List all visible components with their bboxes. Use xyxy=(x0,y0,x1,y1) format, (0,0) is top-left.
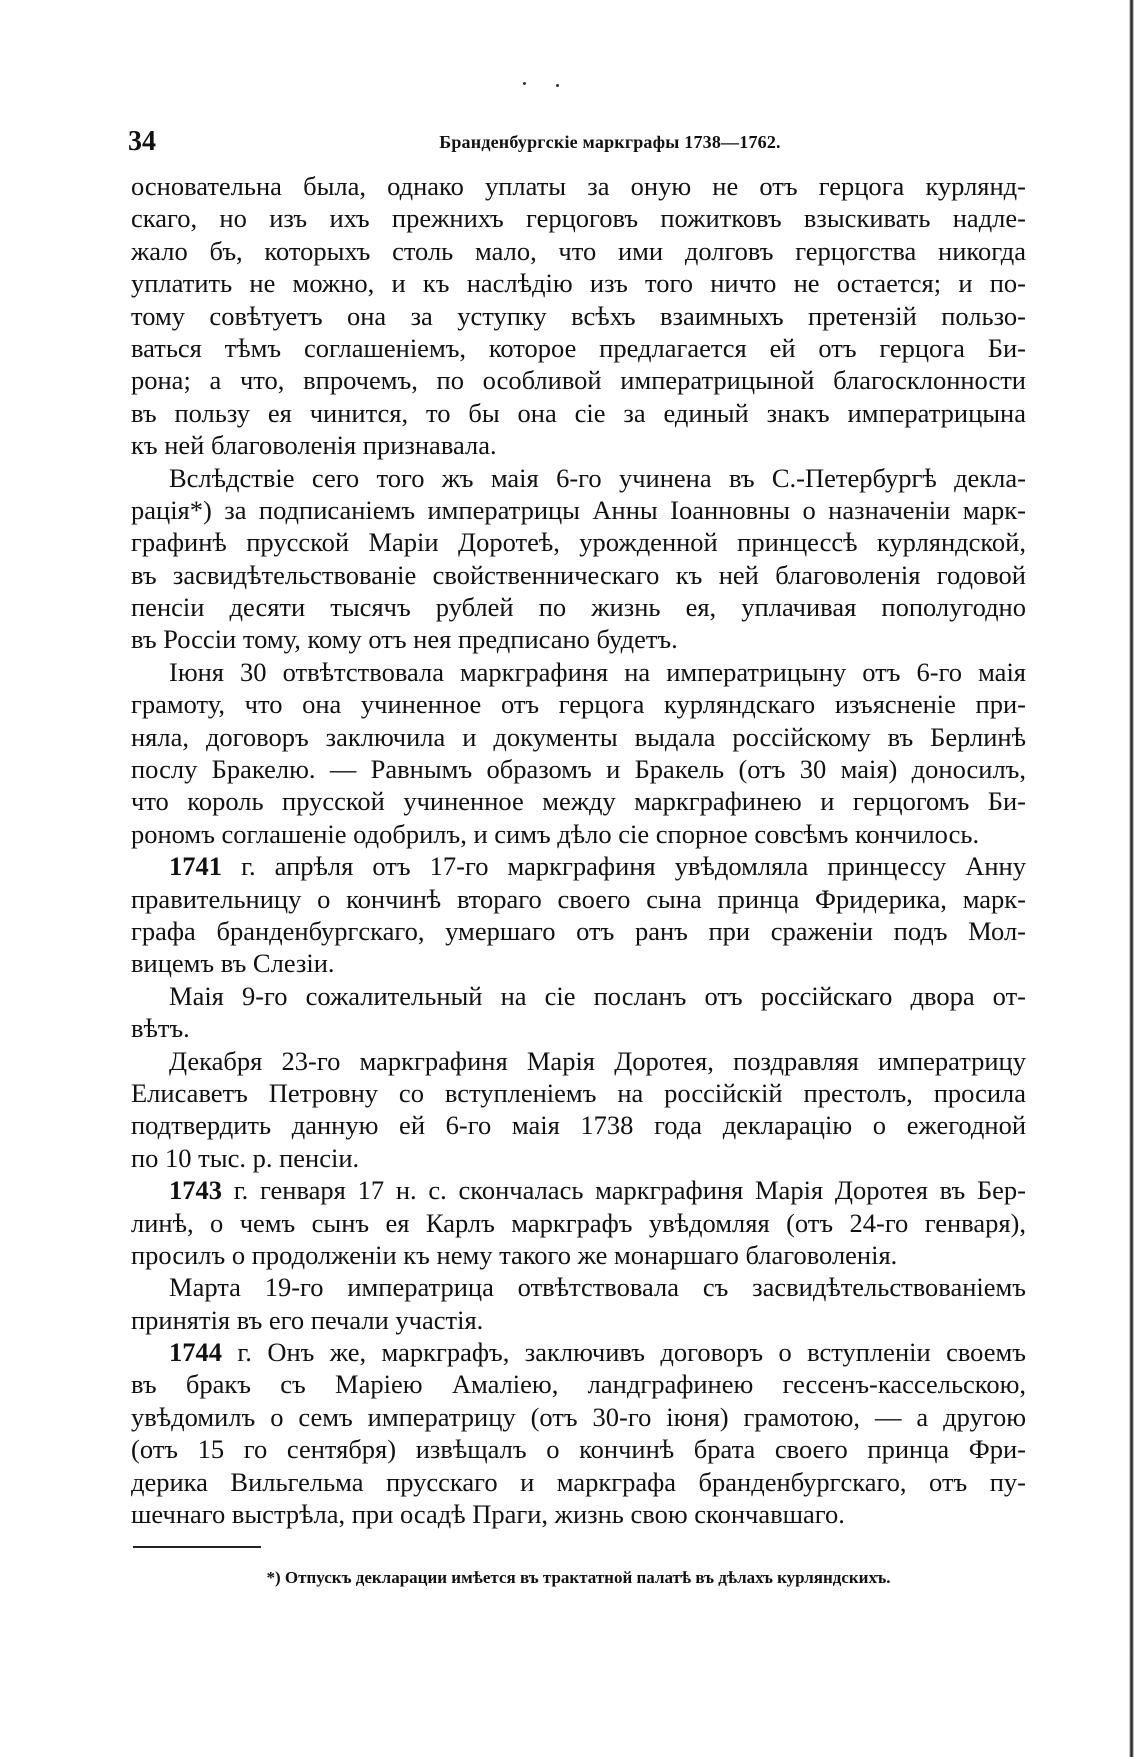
line-text: скаго, но изъ ихъ прежнихъ герцоговъ пожитковъ взыскивать надле- xyxy=(131,203,1026,234)
line-text: увѣдомилъ о семъ императрицу (отъ 30-го іюня) грамотою, — а другою xyxy=(131,1401,1026,1432)
text-line xyxy=(131,332,1026,364)
text-line xyxy=(131,526,1026,558)
line-text: въ бракъ съ Маріею Амаліею, ландграфинею гессенъ-кассельскою, xyxy=(131,1369,1026,1400)
line-text: принятія въ его печали участія. xyxy=(131,1304,484,1335)
text-line xyxy=(131,364,1026,396)
footnote-rule xyxy=(133,1546,261,1548)
speck xyxy=(523,82,526,85)
line-text: графа бранденбургскаго, умершаго отъ ранъ при сраженіи подъ Мол- xyxy=(131,915,1026,946)
text-line xyxy=(131,1239,1026,1271)
page-number: 34 xyxy=(128,126,156,157)
text-line xyxy=(131,656,1026,688)
text-line xyxy=(131,1045,1026,1077)
line-text: Іюня 30 отвѣтствовала маркграфиня на императрицыну отъ 6-го маія xyxy=(169,656,1026,687)
text-line xyxy=(131,1109,1026,1141)
scan-edge xyxy=(1129,0,1134,1757)
line-text: рона; а что, впрочемъ, по особливой императрицыной благосклонности xyxy=(131,365,1026,396)
line-text: по 10 тыс. р. пенсіи. xyxy=(131,1142,360,1173)
text-line xyxy=(131,1012,1026,1044)
line-text: къ ней благоволенія признавала. xyxy=(131,430,497,461)
text-line xyxy=(131,429,1026,461)
text-line xyxy=(131,753,1026,785)
text-line xyxy=(131,785,1026,817)
text-line xyxy=(131,1466,1026,1498)
text-line xyxy=(131,1401,1026,1433)
line-text: Вслѣдствіе сего того жъ маія 6-го учинена въ С.-Петербургѣ декла- xyxy=(169,462,1026,493)
line-text: вѣтъ. xyxy=(131,1013,190,1044)
line-text: дерика Вильгельма прусскаго и маркграфа бранденбургскаго, отъ пу- xyxy=(131,1466,1026,1497)
text-line xyxy=(131,170,1026,202)
line-text: графинѣ прусской Маріи Доротеѣ, урожденной принцессѣ курляндской, xyxy=(131,527,1026,558)
text-line xyxy=(131,1077,1026,1109)
text-line xyxy=(131,947,1026,979)
line-text: Марта 19-го императрица отвѣтствовала съ засвидѣтельствованіемъ xyxy=(169,1272,1026,1303)
text-line xyxy=(131,559,1026,591)
line-text: въ Россіи тому, кому отъ нея предписано будетъ. xyxy=(131,624,678,655)
line-text: подтвердить данную ей 6-го маія 1738 года декларацію о ежегодной xyxy=(131,1110,1026,1141)
line-text: шечнаго выстрѣла, при осадѣ Праги, жизнь свою скончавшаго. xyxy=(131,1499,845,1530)
line-text: жало бъ, которыхъ столь мало, что ими долговъ герцогства никогда xyxy=(131,235,1026,266)
text-line xyxy=(131,397,1026,429)
text-line xyxy=(131,1271,1026,1303)
line-text: няла, договоръ заключила и документы выдала россійскому въ Берлинѣ xyxy=(131,721,1026,752)
line-text: просилъ о продолженіи къ нему такого же монаршаго благоволенія. xyxy=(131,1239,898,1270)
text-line xyxy=(131,1304,1026,1336)
line-text: основательна была, однако уплаты за оную не отъ герцога курлянд- xyxy=(131,171,1026,201)
text-line xyxy=(131,267,1026,299)
line-text: тому совѣтуетъ она за уступку всѣхъ взаимныхъ претензій пользо- xyxy=(131,300,1026,331)
text-line xyxy=(131,1207,1026,1239)
line-text: грамоту, что она учиненное отъ герцога курляндскаго изъясненіе при- xyxy=(131,689,1026,720)
line-text: что король прусской учиненное между маркграфинею и герцогомъ Би- xyxy=(131,786,1026,817)
line-text: г. Онъ же, маркграфъ, заключивъ договоръ о вступленіи своемъ xyxy=(222,1337,1026,1368)
text-line xyxy=(131,1336,1026,1368)
line-text: ваться тѣмъ соглашеніемъ, которое предлагается ей отъ герцога Би- xyxy=(131,332,1026,363)
text-line xyxy=(131,915,1026,947)
text-line xyxy=(131,300,1026,332)
line-text: (отъ 15 го сентября) извѣщалъ о кончинѣ брата своего принца Фри- xyxy=(131,1434,1026,1465)
text-line xyxy=(131,850,1026,882)
text-line xyxy=(131,1433,1026,1465)
footnote: *) Отпускъ декларации имѣется въ трактатной палатѣ въ дѣлахъ курляндскихъ. xyxy=(266,1568,891,1587)
line-text: Елисаветъ Петровну со вступленіемъ на россійскій престолъ, просила xyxy=(131,1077,1026,1108)
text-line xyxy=(131,1174,1026,1206)
text-line xyxy=(131,462,1026,494)
body-text xyxy=(131,170,1026,1530)
line-text: въ пользу ея чинится, то бы она сіе за единый знакъ императрицына xyxy=(131,397,1026,428)
text-line xyxy=(131,721,1026,753)
year-lead: 1743 xyxy=(169,1175,222,1206)
year-lead: 1741 xyxy=(169,851,222,882)
line-text: г. генваря 17 н. с. скончалась маркграфиня Марія Доротея въ Бер- xyxy=(222,1175,1026,1206)
line-text: рація*) за подписаніемъ императрицы Анны Іоанновны о назначеніи марк- xyxy=(131,494,1026,525)
text-line xyxy=(131,591,1026,623)
running-title: Бранденбургскіе маркграфы 1738—1762. xyxy=(439,132,781,152)
text-line xyxy=(131,818,1026,850)
line-text: Маія 9-го сожалительный на сіе посланъ отъ россійскаго двора от- xyxy=(169,980,1026,1011)
text-line xyxy=(131,1368,1026,1400)
text-line xyxy=(131,202,1026,234)
text-line xyxy=(131,494,1026,526)
text-line xyxy=(131,1142,1026,1174)
line-text: пенсіи десяти тысячъ рублей по жизнь ея, уплачивая пополугодно xyxy=(131,592,1026,623)
text-line xyxy=(131,235,1026,267)
line-text: рономъ соглашеніе одобрилъ, и симъ дѣло сіе спорное совсѣмъ кончилось. xyxy=(131,818,980,849)
text-line xyxy=(131,980,1026,1012)
text-line xyxy=(131,1498,1026,1530)
line-text: г. апрѣля отъ 17-го маркграфиня увѣдомляла принцессу Анну xyxy=(222,851,1026,882)
line-text: линѣ, о чемъ сынъ ея Карлъ маркграфъ увѣдомляя (отъ 24-го генваря), xyxy=(131,1207,1026,1238)
line-text: Декабря 23-го маркграфиня Марія Доротея, поздравляя императрицу xyxy=(169,1045,1026,1076)
line-text: правительницу о кончинѣ втораго своего сына принца Фридерика, марк- xyxy=(131,883,1026,914)
line-text: послу Бракелю. — Равнымъ образомъ и Бракель (отъ 30 маія) доносилъ, xyxy=(131,754,1026,785)
text-line xyxy=(131,623,1026,655)
line-text: вицемъ въ Слезіи. xyxy=(131,948,335,979)
line-text: уплатить не можно, и къ наслѣдію изъ того ничто не остается; и по- xyxy=(131,268,1026,299)
year-lead: 1744 xyxy=(169,1337,222,1368)
speck xyxy=(556,84,559,87)
line-text: въ засвидѣтельствованіе свойственническаго къ ней благоволенія годовой xyxy=(131,559,1026,590)
text-line xyxy=(131,883,1026,915)
text-line xyxy=(131,688,1026,720)
